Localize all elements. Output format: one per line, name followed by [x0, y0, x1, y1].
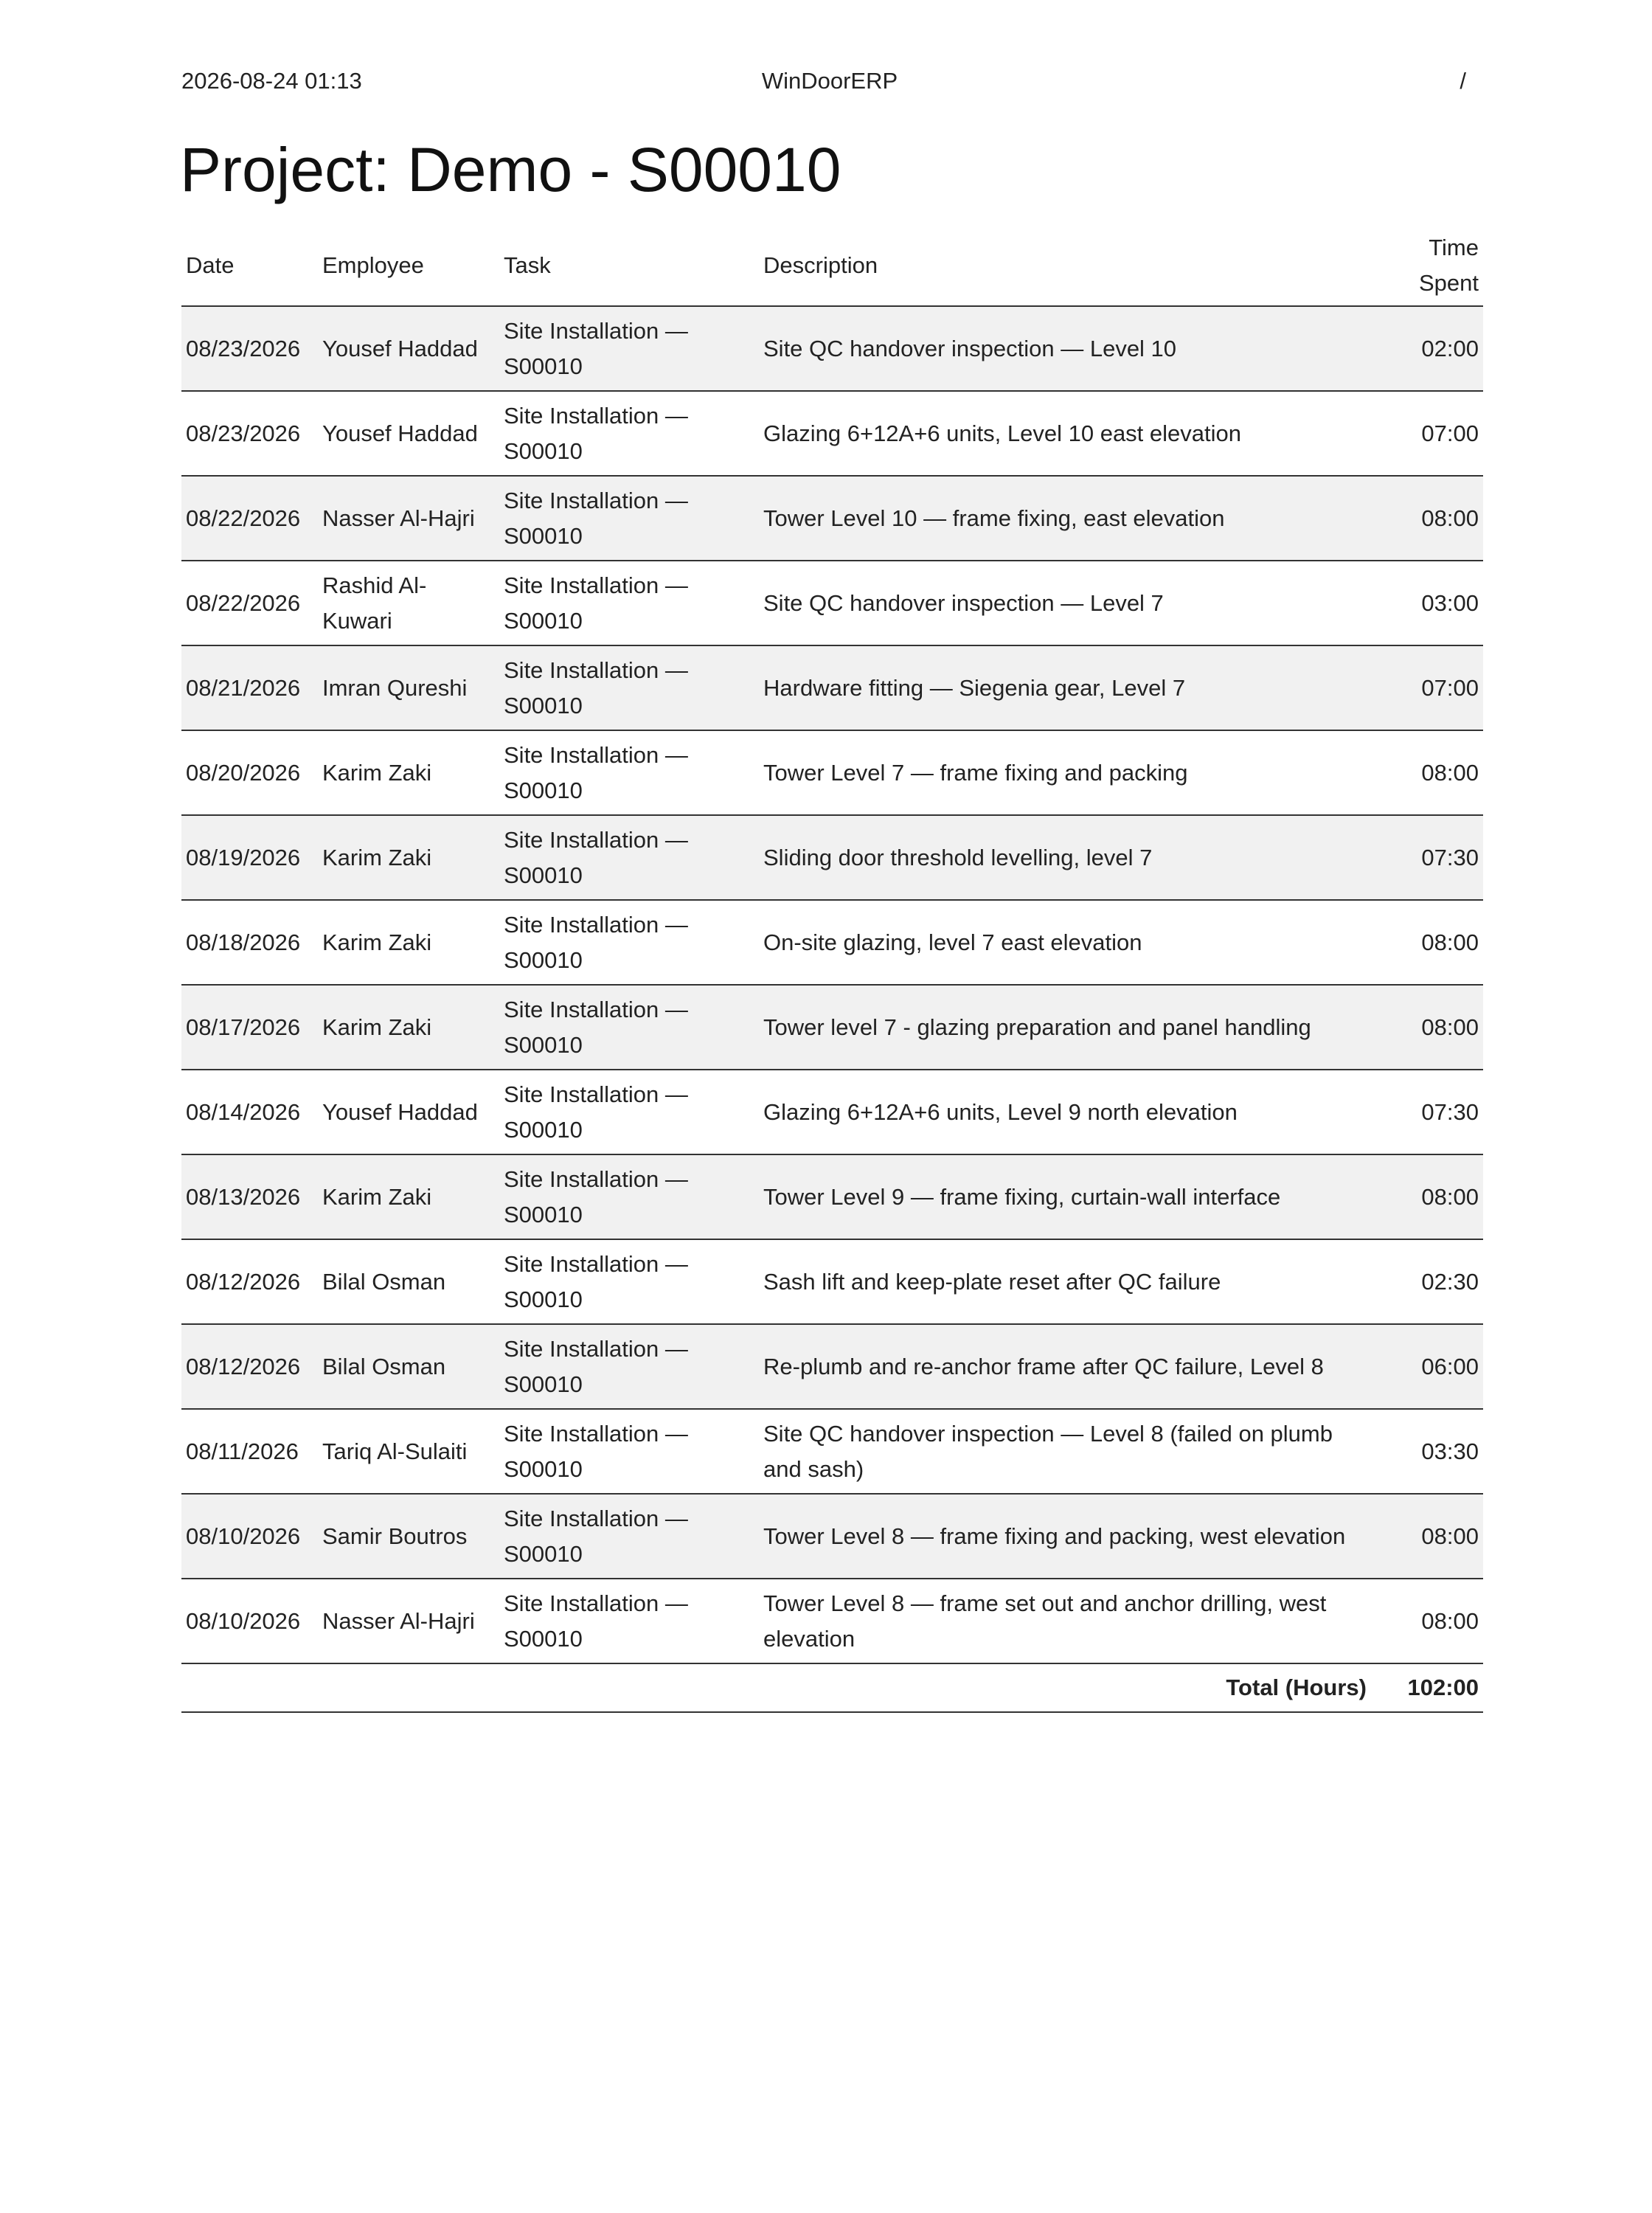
- cell-time-spent: 08:00: [1372, 476, 1483, 561]
- cell-task: Site Installation — S00010: [499, 306, 759, 391]
- cell-employee: Yousef Haddad: [318, 1070, 499, 1154]
- cell-employee: Nasser Al-Hajri: [318, 476, 499, 561]
- cell-description: Tower level 7 - glazing preparation and panel handling: [759, 985, 1372, 1070]
- cell-employee: Yousef Haddad: [318, 306, 499, 391]
- table-row: [181, 900, 1483, 985]
- cell-time-spent: 03:30: [1372, 1409, 1483, 1494]
- column-header-description: Description: [759, 226, 1372, 306]
- table-row: [181, 1579, 1483, 1663]
- cell-time-spent: 03:00: [1372, 561, 1483, 645]
- cell-employee: Yousef Haddad: [318, 391, 499, 476]
- cell-task: Site Installation — S00010: [499, 476, 759, 561]
- cell-description: Tower Level 8 — frame set out and anchor drilling, west elevation: [759, 1579, 1372, 1663]
- table-row: [181, 476, 1483, 561]
- cell-description: Hardware fitting — Siegenia gear, Level 7: [759, 645, 1372, 730]
- cell-task: Site Installation — S00010: [499, 1324, 759, 1409]
- table-row: [181, 1494, 1483, 1579]
- app-name: WinDoorERP: [761, 68, 898, 94]
- cell-date: 08/10/2026: [181, 1494, 318, 1579]
- total-value: 102:00: [1372, 1663, 1483, 1712]
- cell-task: Site Installation — S00010: [499, 730, 759, 815]
- cell-time-spent: 08:00: [1372, 1579, 1483, 1663]
- cell-time-spent: 02:30: [1372, 1239, 1483, 1324]
- cell-time-spent: 08:00: [1372, 1154, 1483, 1239]
- cell-description: Sash lift and keep-plate reset after QC failure: [759, 1239, 1372, 1324]
- cell-employee: Karim Zaki: [318, 1154, 499, 1239]
- cell-date: 08/22/2026: [181, 561, 318, 645]
- table-row: [181, 306, 1483, 391]
- table-row: [181, 561, 1483, 645]
- cell-description: Re-plumb and re-anchor frame after QC failure, Level 8: [759, 1324, 1372, 1409]
- cell-date: 08/12/2026: [181, 1324, 318, 1409]
- table-body: [181, 306, 1483, 1663]
- cell-task: Site Installation — S00010: [499, 645, 759, 730]
- cell-time-spent: 06:00: [1372, 1324, 1483, 1409]
- column-header-time-spent: Time Spent: [1372, 226, 1483, 306]
- cell-date: 08/17/2026: [181, 985, 318, 1070]
- column-header-task: Task: [499, 226, 759, 306]
- cell-date: 08/23/2026: [181, 306, 318, 391]
- cell-description: Site QC handover inspection — Level 8 (failed on plumb and sash): [759, 1409, 1372, 1494]
- cell-time-spent: 08:00: [1372, 900, 1483, 985]
- table-row: [181, 391, 1483, 476]
- cell-date: 08/21/2026: [181, 645, 318, 730]
- cell-description: Sliding door threshold levelling, level 7: [759, 815, 1372, 900]
- cell-time-spent: 07:00: [1372, 391, 1483, 476]
- cell-task: Site Installation — S00010: [499, 1579, 759, 1663]
- total-row: [181, 1663, 1483, 1712]
- cell-task: Site Installation — S00010: [499, 1409, 759, 1494]
- cell-date: 08/13/2026: [181, 1154, 318, 1239]
- table-row: [181, 815, 1483, 900]
- cell-task: Site Installation — S00010: [499, 391, 759, 476]
- cell-task: Site Installation — S00010: [499, 1070, 759, 1154]
- cell-employee: Imran Qureshi: [318, 645, 499, 730]
- table-row: [181, 730, 1483, 815]
- cell-time-spent: 07:00: [1372, 645, 1483, 730]
- cell-task: Site Installation — S00010: [499, 900, 759, 985]
- table-row: [181, 1154, 1483, 1239]
- total-label: Total (Hours): [181, 1663, 1372, 1712]
- cell-task: Site Installation — S00010: [499, 815, 759, 900]
- cell-description: Tower Level 7 — frame fixing and packing: [759, 730, 1372, 815]
- table-row: [181, 645, 1483, 730]
- cell-time-spent: 08:00: [1372, 985, 1483, 1070]
- cell-description: On-site glazing, level 7 east elevation: [759, 900, 1372, 985]
- table-row: [181, 1070, 1483, 1154]
- cell-employee: Bilal Osman: [318, 1239, 499, 1324]
- cell-employee: Nasser Al-Hajri: [318, 1579, 499, 1663]
- page-title: Project: Demo - S00010: [180, 135, 841, 204]
- column-header-date: Date: [181, 226, 318, 306]
- cell-description: Tower Level 8 — frame fixing and packing, west elevation: [759, 1494, 1372, 1579]
- cell-description: Glazing 6+12A+6 units, Level 10 east elevation: [759, 391, 1372, 476]
- cell-description: Site QC handover inspection — Level 10: [759, 306, 1372, 391]
- page-marker: /: [1460, 68, 1466, 94]
- cell-time-spent: 07:30: [1372, 815, 1483, 900]
- cell-task: Site Installation — S00010: [499, 1494, 759, 1579]
- table-row: [181, 985, 1483, 1070]
- cell-date: 08/19/2026: [181, 815, 318, 900]
- cell-date: 08/10/2026: [181, 1579, 318, 1663]
- cell-time-spent: 08:00: [1372, 730, 1483, 815]
- table-header-row: [181, 226, 1483, 306]
- page-header: [181, 65, 1478, 97]
- timesheet-table: [181, 226, 1483, 1713]
- cell-employee: Bilal Osman: [318, 1324, 499, 1409]
- cell-date: 08/20/2026: [181, 730, 318, 815]
- cell-employee: Karim Zaki: [318, 730, 499, 815]
- cell-employee: Samir Boutros: [318, 1494, 499, 1579]
- print-timestamp: 2026-08-24 01:13: [181, 68, 362, 94]
- cell-description: Site QC handover inspection — Level 7: [759, 561, 1372, 645]
- cell-time-spent: 02:00: [1372, 306, 1483, 391]
- table-row: [181, 1409, 1483, 1494]
- cell-time-spent: 07:30: [1372, 1070, 1483, 1154]
- cell-task: Site Installation — S00010: [499, 1154, 759, 1239]
- column-header-employee: Employee: [318, 226, 499, 306]
- table-row: [181, 1239, 1483, 1324]
- cell-description: Tower Level 10 — frame fixing, east elevation: [759, 476, 1372, 561]
- cell-employee: Karim Zaki: [318, 815, 499, 900]
- cell-date: 08/22/2026: [181, 476, 318, 561]
- cell-date: 08/18/2026: [181, 900, 318, 985]
- cell-task: Site Installation — S00010: [499, 985, 759, 1070]
- cell-task: Site Installation — S00010: [499, 1239, 759, 1324]
- cell-description: Tower Level 9 — frame fixing, curtain-wall interface: [759, 1154, 1372, 1239]
- cell-date: 08/23/2026: [181, 391, 318, 476]
- cell-date: 08/12/2026: [181, 1239, 318, 1324]
- cell-time-spent: 08:00: [1372, 1494, 1483, 1579]
- cell-employee: Karim Zaki: [318, 900, 499, 985]
- cell-employee: Karim Zaki: [318, 985, 499, 1070]
- cell-description: Glazing 6+12A+6 units, Level 9 north elevation: [759, 1070, 1372, 1154]
- cell-task: Site Installation — S00010: [499, 561, 759, 645]
- table-row: [181, 1324, 1483, 1409]
- cell-date: 08/11/2026: [181, 1409, 318, 1494]
- cell-date: 08/14/2026: [181, 1070, 318, 1154]
- cell-employee: Tariq Al-Sulaiti: [318, 1409, 499, 1494]
- cell-employee: Rashid Al-Kuwari: [318, 561, 499, 645]
